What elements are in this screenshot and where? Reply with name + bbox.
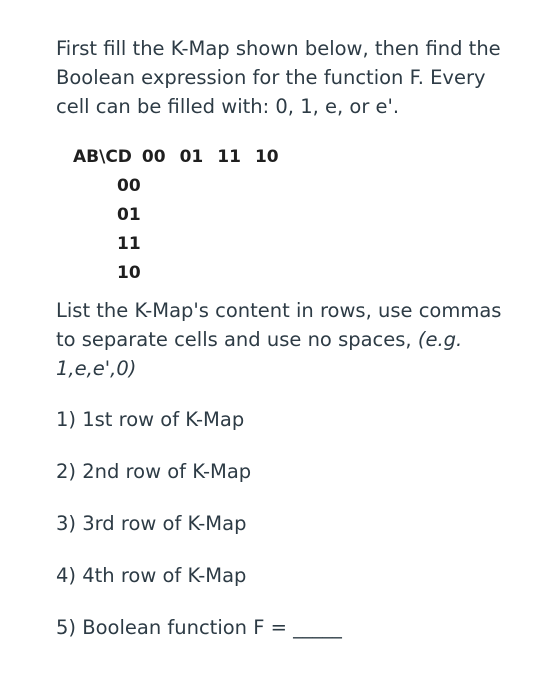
instructions-example: (e.g. 1,e,e',0) (56, 328, 463, 380)
intro-text: First fill the K-Map shown below, then find the Boolean expression for the function F. Every cell can be filled with: 0, 1, e, or e'. (56, 37, 501, 118)
kmap-table (73, 143, 516, 288)
kmap-column-header: 10 (254, 147, 279, 167)
question-item: 4) 4th row of K-Map (56, 564, 247, 587)
kmap-header-row (73, 143, 516, 172)
kmap-row-header: 01 (117, 205, 141, 225)
kmap-row-header: 11 (117, 234, 141, 254)
instructions-text (56, 296, 516, 383)
kmap-column-header: 11 (217, 147, 241, 167)
instructions-body: List the K-Map's content in rows, use commas to separate cells and use no spaces, (56, 299, 502, 351)
question-item: 2) 2nd row of K-Map (56, 460, 252, 483)
question-item: 5) Boolean function F = _____ (56, 616, 342, 639)
kmap-row-headers (117, 172, 516, 288)
kmap-corner-label: AB\CD (73, 147, 132, 167)
kmap-row-header: 10 (117, 263, 141, 283)
kmap-column-header: 01 (179, 147, 204, 167)
kmap-column-header: 00 (141, 147, 166, 167)
question-item: 3) 3rd row of K-Map (56, 512, 247, 535)
question-item: 1) 1st row of K-Map (56, 408, 245, 431)
kmap-row-header: 00 (117, 176, 141, 196)
question-page (56, 34, 516, 642)
